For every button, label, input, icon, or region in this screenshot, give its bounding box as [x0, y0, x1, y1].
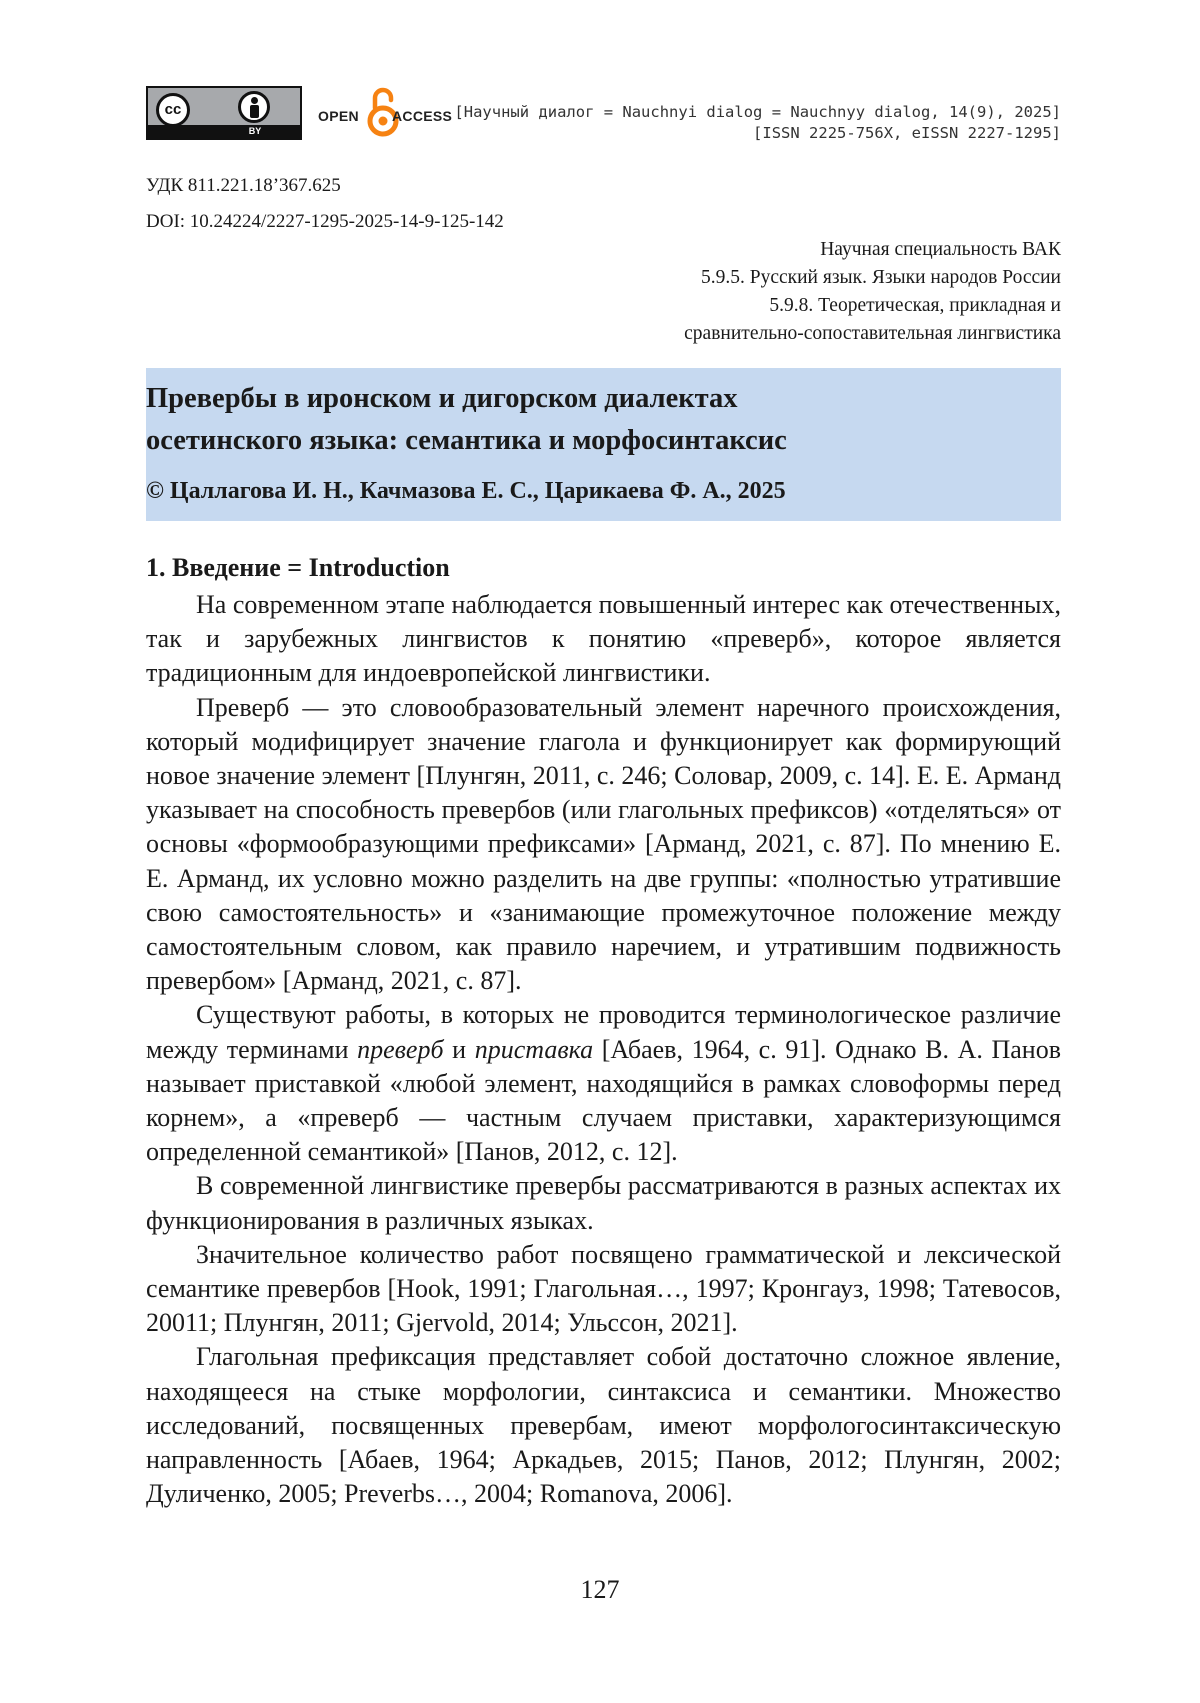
creative-commons-icon: cc	[156, 93, 190, 127]
article-title-box	[146, 368, 1061, 521]
article-authors: © Цаллагова И. Н., Качмазова Е. С., Царикаева Ф. А., 2025	[146, 478, 786, 504]
paragraph: Глагольная префиксация представляет собой достаточно сложное явление, находящееся на стыке морфологии, синтаксиса и семантики. Множество исследований, посвященных превербам, имеют морфологосинтаксическую направленность [Абаев, 1964; Аркадьев, 2015; Панов, 2012; Плунгян, 2002; Дуличенко, 2005; Preverbs…, 2004; Romanova, 2006].	[146, 1342, 1061, 1509]
term-prefix: приставка	[474, 1034, 594, 1064]
open-access-word-left: OPEN	[318, 108, 359, 124]
scientific-specialty	[684, 236, 1061, 348]
specialty-item: сравнительно-сопоставительная лингвистика	[684, 323, 1061, 344]
specialty-item: 5.9.5. Русский язык. Языки народов России	[700, 267, 1061, 288]
udc-code: УДК 811.221.18’367.625	[146, 175, 341, 196]
article-title-line-1: Превербы в иронском и дигорском диалектах	[146, 383, 738, 414]
by-label: BY	[248, 126, 262, 136]
article-title	[146, 378, 1061, 462]
paragraph: В современной лингвистике превербы рассматриваются в разных аспектах их функционирования в различных языках.	[146, 1171, 1061, 1235]
paragraph: Существуют работы, в которых не проводится терминологическое различие между терминами преверб и приставка [Абаев, 1964, с. 91]. Однако В. А. Панов называет приставкой «любой элемент, находящийся в рамках словоформы перед корнем», а «преверб — частным случаем приставки, характеризующимся определенной семантикой» [Панов, 2012, с. 12].	[146, 1000, 1061, 1167]
attribution-person-icon	[238, 91, 270, 123]
doi-link[interactable]: DOI: 10.24224/2227-1295-2025-14-9-125-142	[146, 211, 504, 232]
paragraph: Преверб — это словообразовательный элемент наречного происхождения, который модифицирует значение глагола и функционирует как формирующий новое значение элемент [Плунгян, 2011, с. 246; Соловар, 2009, с. 14]. Е. Е. Арманд указывает на способность превербов (или глагольных префиксов) «отделяться» от основы «формообразующими префиксами» [Арманд, 2021, с. 87]. По мнению Е. Е. Арманд, их условно можно разделить на две группы: «полностью утратившие свою самостоятельность» и «занимающие промежуточное положение между самостоятельным словом, как правило наречием, и утратившим подвижность превербом» [Арманд, 2021, с. 87].	[146, 692, 1061, 996]
journal-issn-line: [ISSN 2225-756X, eISSN 2227-1295]	[753, 124, 1061, 142]
cc-by-license-badge[interactable]	[146, 86, 302, 140]
term-preverb: преверб	[357, 1034, 444, 1064]
open-access-logo[interactable]	[318, 86, 468, 138]
specialty-heading: Научная специальность ВАК	[820, 239, 1061, 260]
article-body	[146, 588, 1061, 1511]
article-title-line-2: осетинского языка: семантика и морфосинтаксис	[146, 425, 787, 456]
paragraph: На современном этапе наблюдается повышенный интерес как отечественных, так и зарубежных лингвистов к понятию «преверб», которое является традиционным для индоевропейской лингвистики.	[146, 590, 1061, 688]
specialty-item: 5.9.8. Теоретическая, прикладная и	[769, 295, 1061, 316]
paragraph: Значительное количество работ посвящено грамматической и лексической семантике превербов [Hook, 1991; Глагольная…, 1997; Кронгауз, 1998; Татевосов, 20011; Плунгян, 2011; Gjervold, 2014; Ульссон, 2021].	[146, 1239, 1061, 1338]
journal-title-line: [Научный диалог = Nauchnyi dialog = Nauchnyy dialog, 14(9), 2025]	[454, 103, 1061, 121]
section-heading: 1. Введение = Introduction	[146, 553, 450, 582]
open-access-word-right: ACCESS	[392, 108, 453, 124]
journal-citation	[454, 102, 1061, 144]
page-number: 127	[580, 1575, 620, 1604]
